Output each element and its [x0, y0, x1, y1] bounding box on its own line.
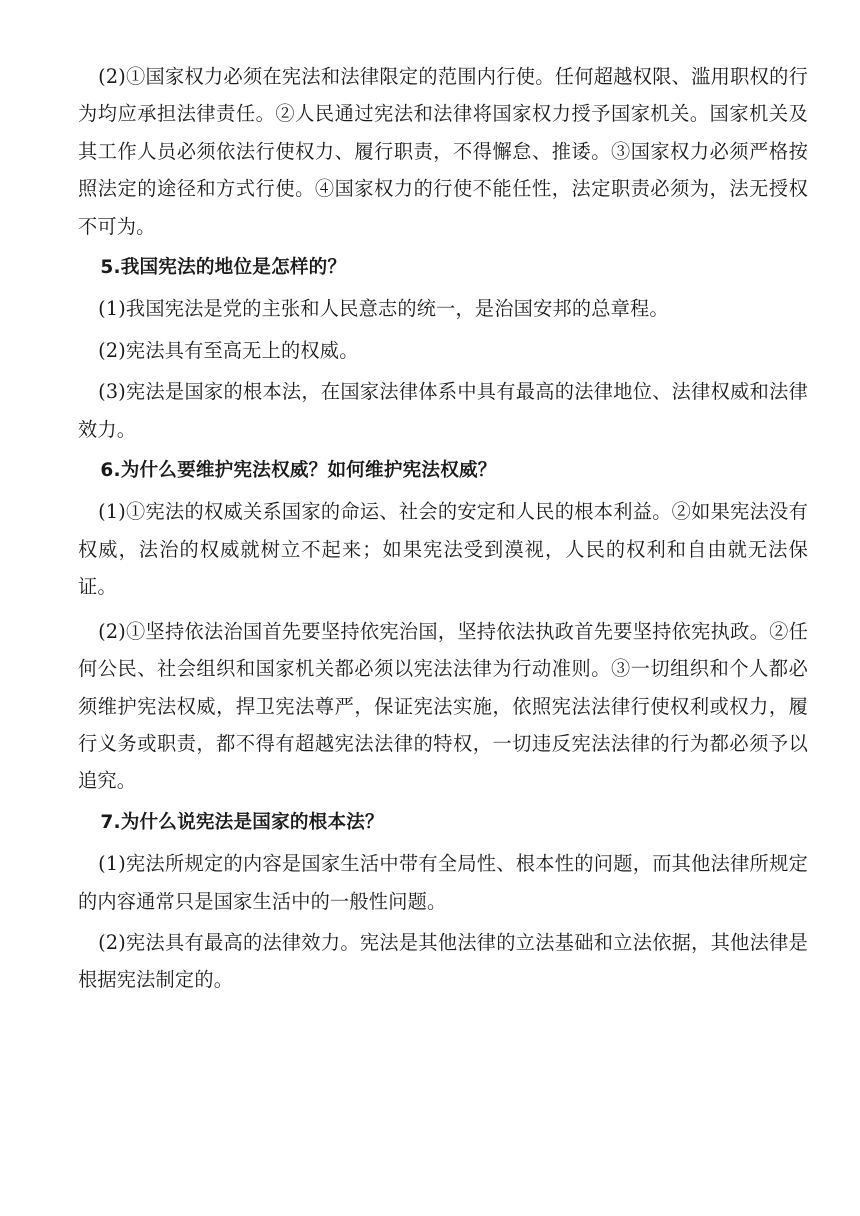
document-page: [78, 58, 808, 999]
question-5-heading: 5.我国宪法的地位是怎样的？: [100, 257, 347, 279]
paragraph-7-2: (2)宪法具有最高的法律效力。宪法是其他法律的立法基础和立法依据，其他法律是根据宪法制定的。: [78, 930, 808, 992]
paragraph-5-3: (3)宪法是国家的根本法，在国家法律体系中具有最高的法律地位、法律权威和法律效力。: [78, 380, 808, 441]
question-6-heading: 6.为什么要维护宪法权威？如何维护宪法权威？: [100, 460, 497, 482]
paragraph-5-1: (1)我国宪法是党的主张和人民意志的统一，是治国安邦的总章程。: [98, 297, 669, 321]
paragraph-7-1: (1)宪法所规定的内容是国家生活中带有全局性、根本性的问题，而其他法律所规定的内容通常只是国家生活中的一般性问题。: [78, 852, 808, 913]
paragraph-4-2: (2)①国家权力必须在宪法和法律限定的范围内行使。任何超越权限、滥用职权的行为均应承担法律责任。②人民通过宪法和法律将国家权力授予国家机关。国家机关及其工作人员必须依法行使权力、履行职责，不得懈怠、推诿。③国家权力必须严格按照法定的途径和方式行使。④国家权力的行使不能任性，法定职责必须为，法无授权不可为。: [78, 65, 808, 238]
paragraph-6-1: (1)①宪法的权威关系国家的命运、社会的安定和人民的根本利益。②如果宪法没有权威，法治的权威就树立不起来；如果宪法受到漠视，人民的权利和自由就无法保证。: [78, 500, 808, 599]
question-7-heading: 7.为什么说宪法是国家的根本法？: [100, 811, 384, 833]
paragraph-5-2: (2)宪法具有至高无上的权威。: [98, 338, 359, 362]
paragraph-6-2: (2)①坚持依法治国首先要坚持依宪治国，坚持依法执政首先要坚持依宪执政。②任何公民、社会组织和国家机关都必须以宪法法律为行动准则。③一切组织和个人都必须维护宪法权威，捍卫宪法尊严，保证宪法实施，依照宪法法律行使权利或权力，履行义务或职责，都不得有超越宪法法律的特权，一切违反宪法法律的行为都必须予以追究。: [78, 619, 808, 793]
